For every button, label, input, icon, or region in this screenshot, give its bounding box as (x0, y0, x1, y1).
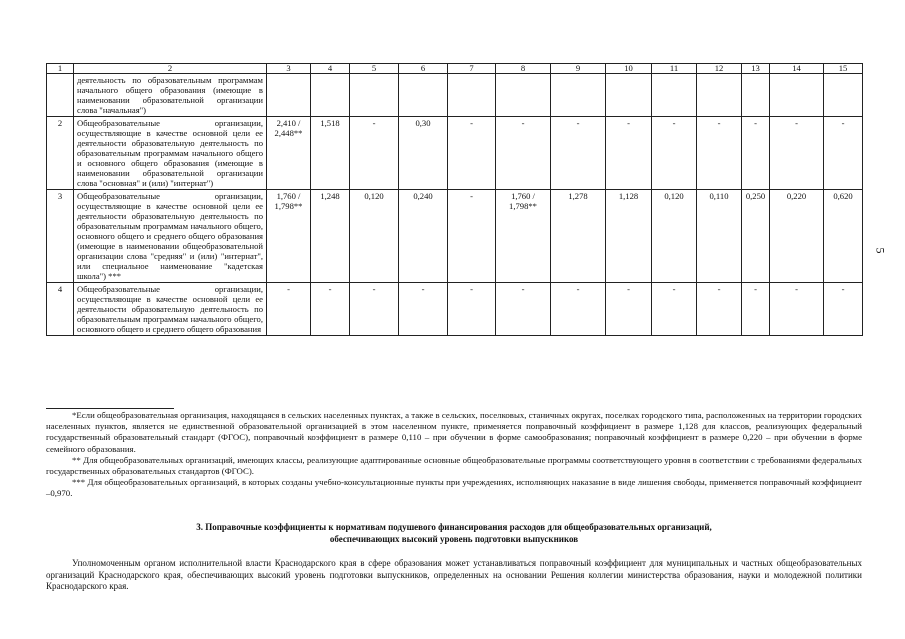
footnotes (46, 410, 862, 500)
table-header-row (47, 64, 863, 74)
table-cell: - (448, 283, 496, 336)
table-cell: - (350, 283, 399, 336)
header-cell: 9 (551, 64, 606, 74)
table-cell: 1,128 (606, 190, 652, 283)
table-cell (496, 74, 551, 117)
table-cell (448, 74, 496, 117)
table-cell (267, 74, 311, 117)
table-cell: 0,120 (652, 190, 697, 283)
table-row (47, 117, 863, 190)
table-cell: 0,30 (399, 117, 448, 190)
table-cell: - (824, 283, 863, 336)
table-row (47, 74, 863, 117)
table-cell: - (742, 117, 770, 190)
row-description: Общеобразовательные организации, осуществляющие в качестве основной цели ее деятельности образовательную деятельность по образовательным программам начального общего, основного общего и среднего общего образования (имеющие в наименовании общеобразовательной организации слова "средняя" и (или) "интернат", или специальное наименование "кадетская школа") *** (74, 190, 267, 283)
table-row (47, 283, 863, 336)
table-cell: 1,760 / 1,798** (267, 190, 311, 283)
coefficients-table (46, 63, 863, 336)
header-cell: 11 (652, 64, 697, 74)
table-cell (742, 74, 770, 117)
table-cell: 0,620 (824, 190, 863, 283)
table-cell: - (350, 117, 399, 190)
table-cell: - (652, 117, 697, 190)
table-cell: 0,250 (742, 190, 770, 283)
header-cell: 4 (311, 64, 350, 74)
table-cell: 1,518 (311, 117, 350, 190)
section-heading (46, 521, 862, 545)
header-cell: 6 (399, 64, 448, 74)
table-cell: - (606, 283, 652, 336)
table-cell (551, 74, 606, 117)
table-cell: 2,410 / 2,448** (267, 117, 311, 190)
header-cell: 12 (697, 64, 742, 74)
header-cell: 3 (267, 64, 311, 74)
table-cell (697, 74, 742, 117)
table-cell: - (496, 117, 551, 190)
table-cell (399, 74, 448, 117)
header-cell: 5 (350, 64, 399, 74)
row-number: 3 (47, 190, 74, 283)
table-cell (311, 74, 350, 117)
header-cell: 15 (824, 64, 863, 74)
row-number: 2 (47, 117, 74, 190)
table-cell: - (770, 117, 824, 190)
table-cell: - (311, 283, 350, 336)
row-description: деятельность по образовательным программам начального общего образования (имеющие в наименовании образовательной организации слова "начальная") (74, 74, 267, 117)
table-cell: 1,760 / 1,798** (496, 190, 551, 283)
footnote: *** Для общеобразовательных организаций, в которых созданы учебно-консультационные пункты при учреждениях, исполняющих наказание в виде лишения свободы, применяется поправочный коэффициент –0,970. (46, 477, 862, 499)
footnote: *Если общеобразовательная организация, находящаяся в сельских населенных пунктах, а также в сельских, поселковых, станичных округах, поселках городского типа, расположенных на территории городских населенных пунктов, является не единственной образовательной организацией в этом населенном пункте, применяется поправочный коэффициент в размере 1,128 для классов, реализующих федеральный государственный образовательный стандарт (ФГОС), поправочный коэффициент в размере 0,110 – при обучении в форме самообразования; поправочный коэффициент в размере 0,220 – при обучении в форме семейного образования. (46, 410, 862, 454)
table-cell: - (399, 283, 448, 336)
header-cell: 1 (47, 64, 74, 74)
table-cell (606, 74, 652, 117)
table-cell: 0,220 (770, 190, 824, 283)
table-cell (652, 74, 697, 117)
header-cell: 10 (606, 64, 652, 74)
table-cell: - (448, 190, 496, 283)
footnote-divider (46, 408, 174, 409)
table-row (47, 190, 863, 283)
table-cell: - (652, 283, 697, 336)
table-cell (770, 74, 824, 117)
header-cell: 2 (74, 64, 267, 74)
table-cell: - (496, 283, 551, 336)
section-heading-line: 3. Поправочные коэффициенты к нормативам подушевого финансирования расходов для общеобразовательных организаций, (196, 522, 712, 532)
table-cell: - (770, 283, 824, 336)
table-cell: - (824, 117, 863, 190)
section-heading-line: обеспечивающих высокий уровень подготовки выпускников (329, 534, 579, 544)
row-number (47, 74, 74, 117)
table-cell: 0,110 (697, 190, 742, 283)
table-cell: 1,248 (311, 190, 350, 283)
table-cell: - (551, 117, 606, 190)
table-cell: 0,120 (350, 190, 399, 283)
table-cell: - (551, 283, 606, 336)
section-body (46, 558, 862, 593)
row-number: 4 (47, 283, 74, 336)
footnote: ** Для общеобразовательных организаций, имеющих классы, реализующие адаптированные основные общеобразовательные программы соответствующего уровня в соответствии с требованиями федеральных государственных образовательных стандартов (ФГОС). (46, 454, 862, 477)
header-cell: 7 (448, 64, 496, 74)
page-number: 5 (873, 247, 888, 254)
row-description: Общеобразовательные организации, осуществляющие в качестве основной цели ее деятельности образовательную деятельность по образовательным программам начального общего и основного общего образования (имеющие в наименовании образовательной организации слова "основная" и (или) "интернат") (74, 117, 267, 190)
table-cell: 0,240 (399, 190, 448, 283)
table-cell (350, 74, 399, 117)
table-cell: - (697, 283, 742, 336)
row-description: Общеобразовательные организации, осуществляющие в качестве основной цели ее деятельности образовательную деятельность по образовательным программам начального общего, основного общего и среднего общего образования (74, 283, 267, 336)
body-paragraph: Уполномоченным органом исполнительной власти Краснодарского края в сфере образования может устанавливаться поправочный коэффициент для муниципальных и частных общеобразовательных организаций Краснодарского края, обеспечивающих высокий уровень подготовки выпускников, определенных на основании Решения коллегии министерства образования, науки и молодежной политики Краснодарского края. (46, 558, 862, 592)
table-cell: - (742, 283, 770, 336)
table-cell: - (448, 117, 496, 190)
header-cell: 13 (742, 64, 770, 74)
header-cell: 8 (496, 64, 551, 74)
table-cell (824, 74, 863, 117)
table-cell: - (697, 117, 742, 190)
table-cell: 1,278 (551, 190, 606, 283)
table-cell: - (267, 283, 311, 336)
table-cell: - (606, 117, 652, 190)
header-cell: 14 (770, 64, 824, 74)
